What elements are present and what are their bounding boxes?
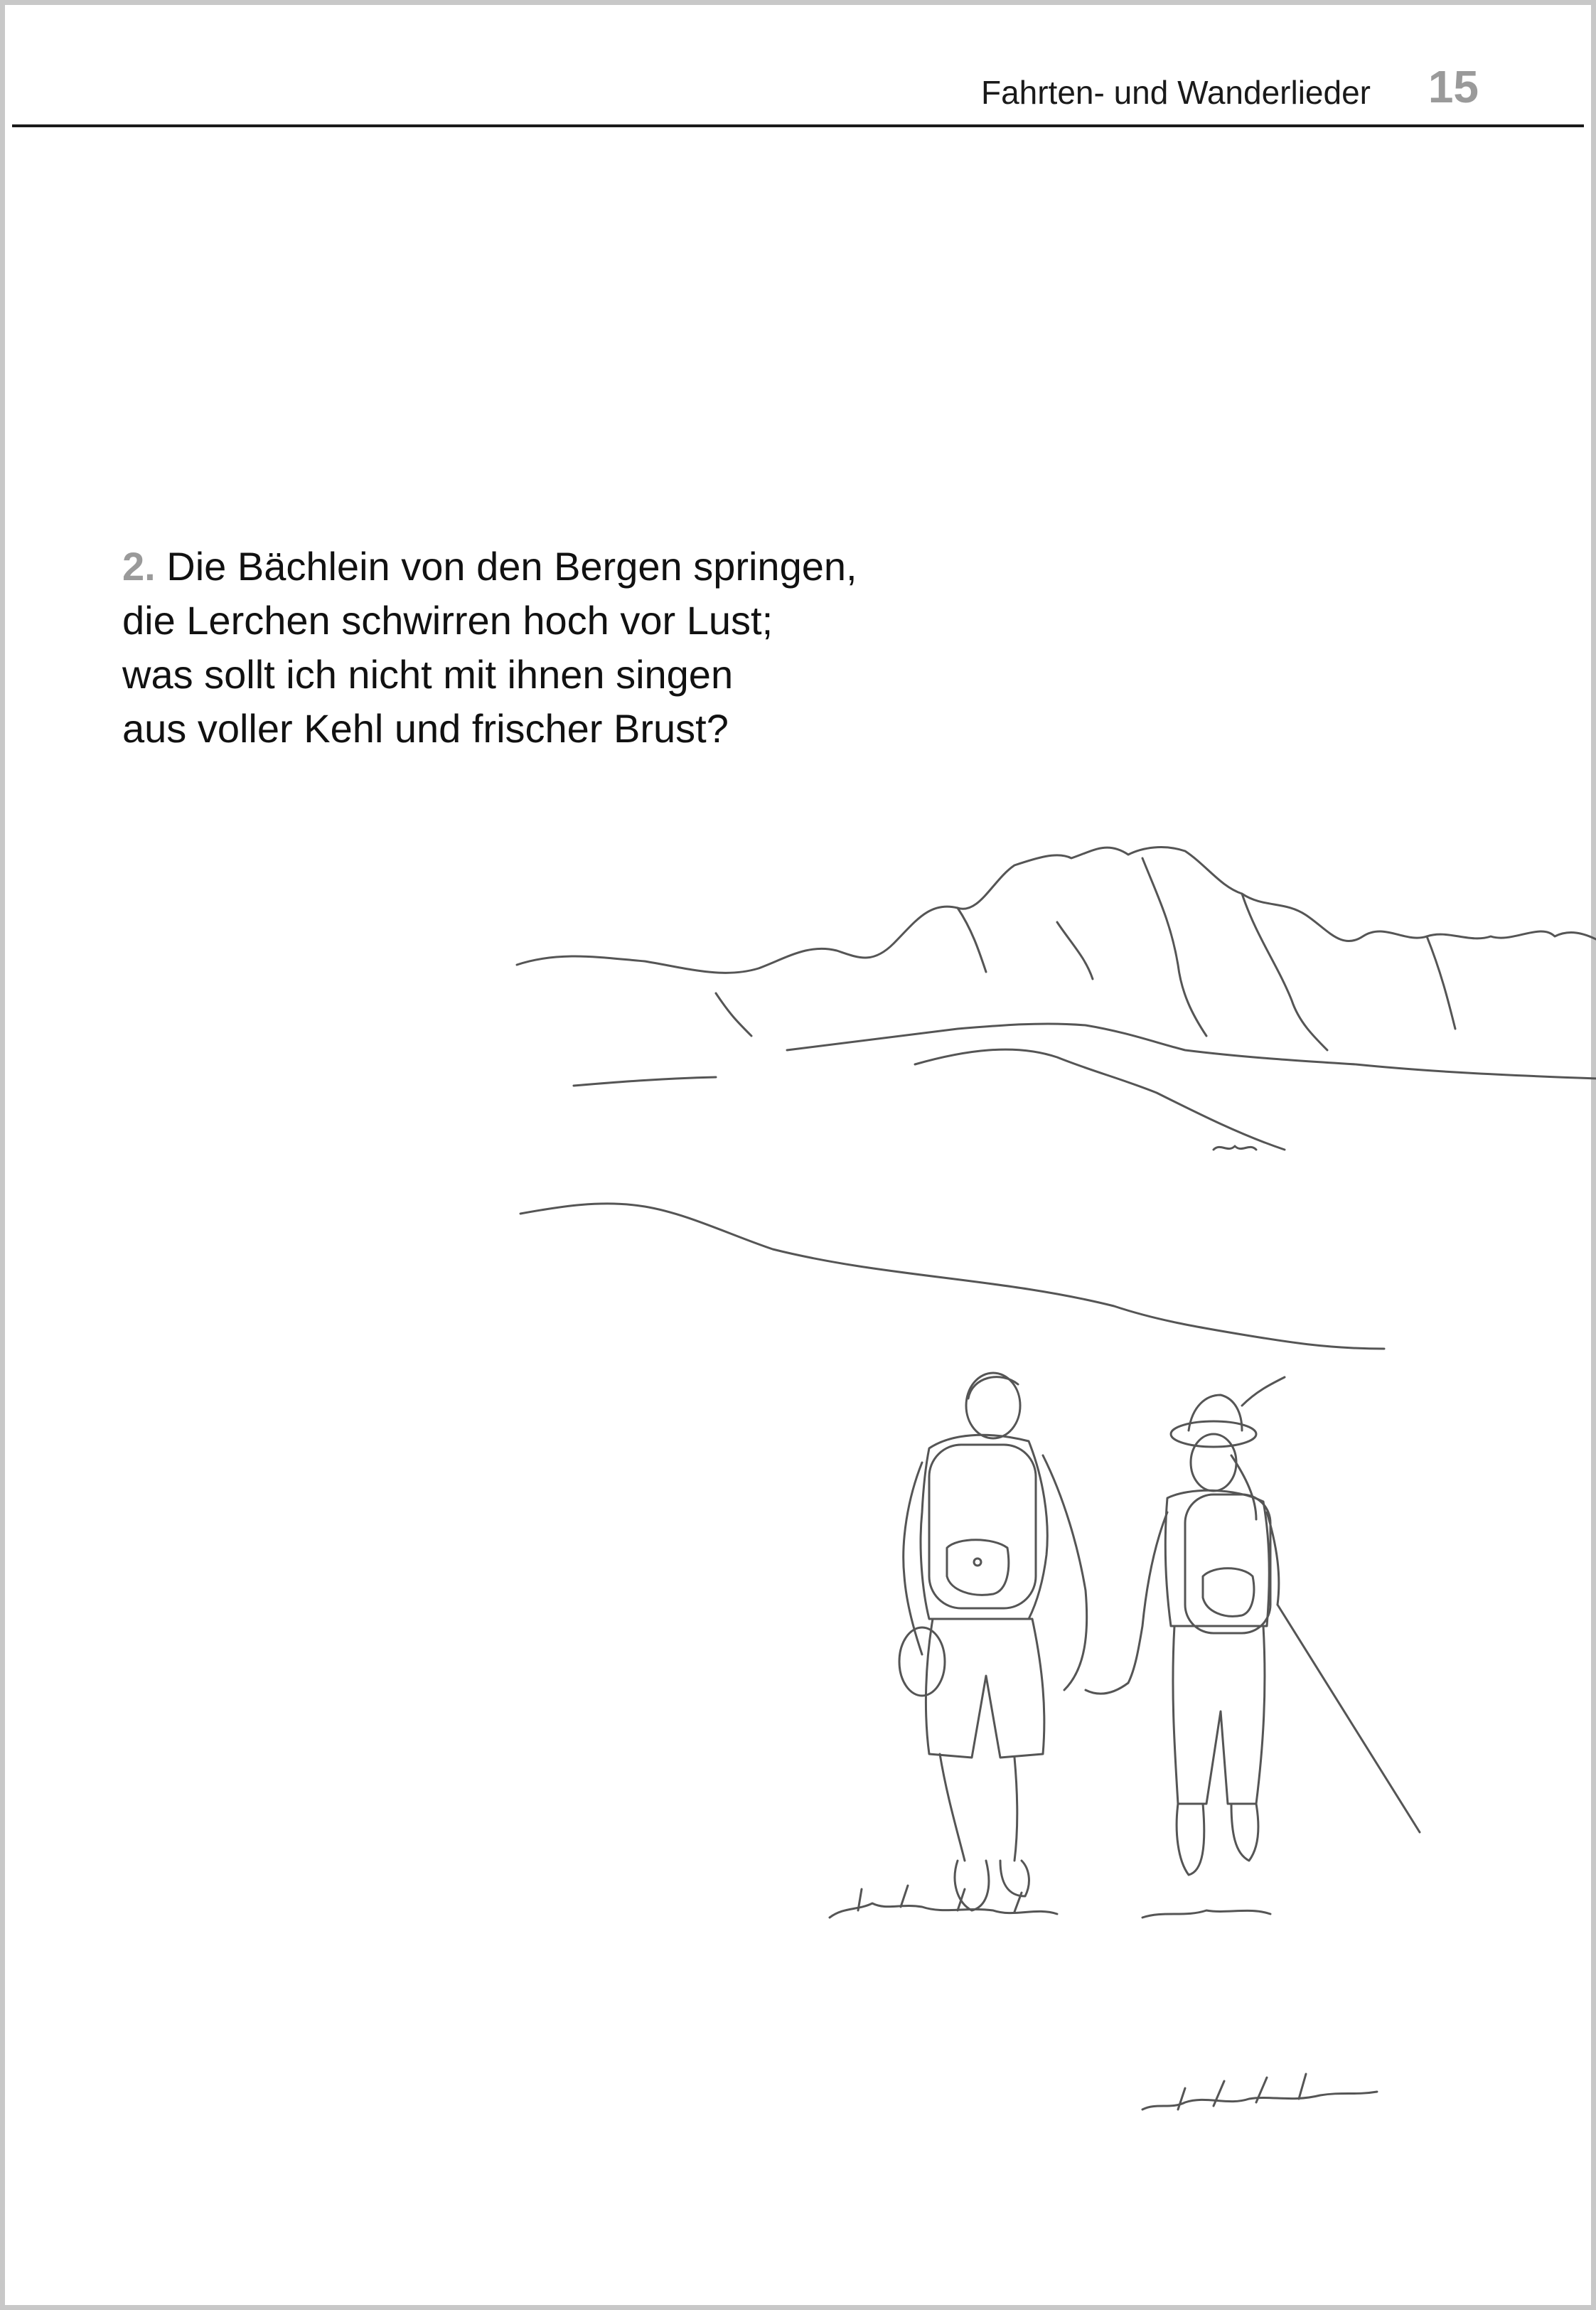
grass-tuft-1 — [830, 1903, 1057, 1918]
woman-arm-left — [1128, 1512, 1167, 1683]
mountain-base — [787, 1024, 1596, 1079]
woman-hat-feather — [1242, 1377, 1285, 1406]
mountain-base-left — [574, 1077, 716, 1086]
grass-blades-1 — [858, 1886, 1022, 1912]
verse-line-4: aus voller Kehl und frischer Brust? — [122, 706, 729, 751]
woman-boot-left — [1177, 1804, 1204, 1875]
man-backpack — [929, 1445, 1036, 1608]
woman-boot-right — [1231, 1804, 1258, 1861]
page-number: 15 — [1428, 61, 1479, 112]
hill-slope — [915, 1049, 1285, 1150]
woman-backpack-pocket — [1203, 1568, 1254, 1617]
verse-line-1-text: Die Bächlein von den Bergen springen, — [166, 544, 857, 589]
verse-number: 2. — [122, 544, 156, 589]
man-pocket-button — [974, 1558, 981, 1566]
verse-block — [122, 540, 1118, 756]
mountain-detail-1 — [1142, 858, 1206, 1036]
meadow-contour — [520, 1204, 1384, 1349]
hiking-pole — [1278, 1605, 1420, 1832]
woman-head — [1191, 1434, 1236, 1491]
man-head — [966, 1373, 1020, 1438]
man-shorts — [926, 1619, 1044, 1758]
verse-line-1 — [122, 540, 1118, 594]
man-arm-left — [904, 1463, 922, 1654]
mountain-detail-5 — [1427, 936, 1455, 1029]
man-torso — [921, 1435, 1047, 1619]
mountain-detail-4 — [1057, 922, 1093, 979]
woman-torso — [1165, 1490, 1269, 1626]
grass-blades-3 — [1178, 2074, 1306, 2110]
woman-ponytail — [1231, 1455, 1256, 1519]
man-leg-left — [940, 1754, 965, 1861]
man-hat-in-hand — [899, 1627, 945, 1696]
holding-hands — [1086, 1683, 1128, 1694]
woman-backpack — [1185, 1494, 1270, 1633]
hill-grass — [1214, 1146, 1256, 1150]
verse-line-3: was sollt ich nicht mit ihnen singen — [122, 652, 734, 697]
woman-trousers — [1173, 1626, 1265, 1804]
man-boot-right — [1000, 1861, 1029, 1896]
woman-hat-crown — [1189, 1395, 1242, 1431]
section-title: Fahrten- und Wanderlieder — [980, 74, 1371, 111]
page-header — [12, 48, 1584, 127]
mountain-detail-6 — [716, 993, 751, 1036]
man-leg-right — [1014, 1758, 1017, 1861]
woman-hiker — [1086, 1377, 1420, 1875]
mountain-detail-2 — [1242, 894, 1327, 1050]
man-hiker — [899, 1373, 1087, 1910]
verse-line-2: die Lerchen schwirren hoch vor Lust; — [122, 598, 773, 643]
man-arm-right — [1043, 1455, 1087, 1690]
grass-tuft-2 — [1142, 1910, 1270, 1918]
man-backpack-pocket — [947, 1540, 1009, 1595]
mountain-detail-3 — [958, 908, 986, 972]
hikers-mountain-illustration — [503, 837, 1596, 2152]
